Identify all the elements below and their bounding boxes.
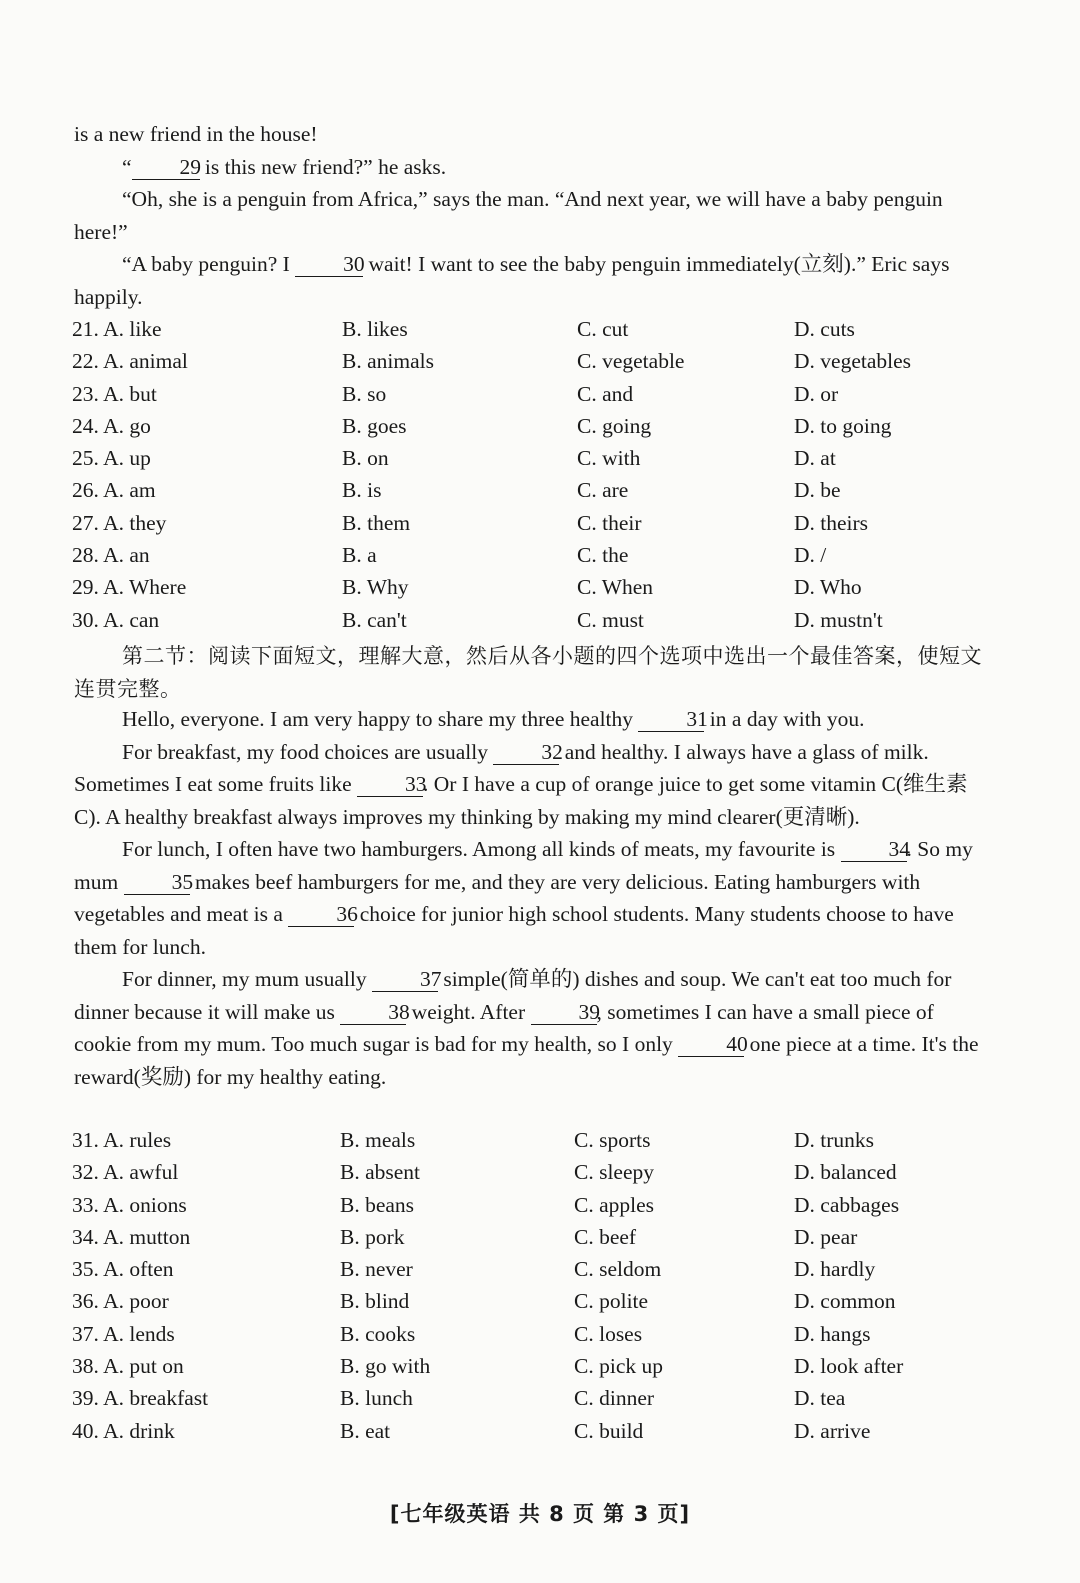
option-a: 28. A. an (72, 543, 150, 568)
option-d: D. vegetables (794, 349, 912, 374)
blank-39: 39 (531, 1000, 597, 1025)
option-b: B. pork (340, 1224, 405, 1249)
option-d: D. to going (794, 413, 892, 438)
option-row (72, 507, 1002, 539)
option-row (72, 539, 1002, 571)
option-a: 21. A. like (72, 317, 162, 341)
option-c: C. sleepy (574, 1160, 655, 1185)
passage-text: weight. After (406, 999, 531, 1024)
option-d: D. at (794, 446, 836, 471)
option-a: 27. A. they (72, 510, 167, 535)
option-d: D. tea (794, 1386, 846, 1411)
blank-38: 38 (340, 1000, 406, 1025)
option-row (72, 1189, 1002, 1221)
passage-paragraph (74, 703, 994, 736)
option-b: B. beans (340, 1192, 415, 1217)
passage-line (74, 248, 994, 313)
option-d: D. theirs (794, 510, 869, 535)
option-a: 24. A. go (72, 413, 151, 438)
option-a: 25. A. up (72, 446, 151, 471)
option-a: 26. A. am (72, 478, 156, 503)
option-b: B. is (342, 478, 382, 503)
option-b: B. them (342, 510, 411, 535)
passage-paragraph (74, 833, 994, 963)
option-c: C. their (577, 510, 642, 535)
passage-text: choice for junior high school students. Many students choose to have them for lunch. (74, 902, 954, 959)
option-b: B. can't (342, 607, 407, 632)
option-b: B. goes (342, 413, 407, 438)
option-a: 31. A. rules (72, 1128, 172, 1152)
option-row (72, 442, 1002, 474)
passage-text: . So my mum (74, 837, 973, 894)
option-a: 22. A. animal (72, 349, 188, 374)
passage-1 (74, 118, 994, 313)
passage-text: one piece at a time. It's the reward(奖励) for my healthy eating. (74, 1032, 979, 1089)
quote-mark: “ (122, 154, 132, 179)
option-row (72, 378, 1002, 410)
option-d: D. trunks (794, 1128, 875, 1152)
option-c: C. and (577, 381, 634, 406)
option-d: D. hangs (794, 1321, 871, 1346)
option-c: C. beef (574, 1224, 637, 1249)
option-b: B. absent (340, 1160, 421, 1185)
passage-text: For breakfast, my food choices are usually (122, 739, 494, 764)
passage-line: is a new friend in the house! (74, 122, 318, 146)
section-2-heading (74, 640, 994, 705)
option-row (72, 1382, 1002, 1414)
passage-text: simple(简单的) dishes and soup. We can't eat too much for dinner because it will make us (74, 967, 952, 1024)
passage-text: in a day with you. (704, 707, 865, 731)
options-31-40 (72, 1124, 1002, 1447)
option-c: C. seldom (574, 1257, 662, 1282)
option-c: C. the (577, 543, 629, 568)
option-b: B. eat (340, 1418, 391, 1443)
option-row (72, 345, 1002, 377)
blank-29: 29 (132, 155, 200, 180)
option-row (72, 313, 1002, 345)
passage-line (74, 151, 994, 184)
option-c: C. are (577, 478, 629, 503)
passage-text: and healthy. I always have a glass of milk. Sometimes I eat some fruits like (74, 739, 929, 796)
option-row (72, 604, 1002, 636)
option-d: D. common (794, 1289, 896, 1314)
blank-30: 30 (295, 252, 363, 277)
option-a: 37. A. lends (72, 1321, 175, 1346)
passage-text: is this new friend?” he asks. (199, 154, 447, 179)
option-a: 36. A. poor (72, 1289, 169, 1314)
blank-33: 33 (357, 772, 423, 797)
option-a: 23. A. but (72, 381, 157, 406)
passage-text: For lunch, I often have two hamburgers. Among all kinds of meats, my favourite is (122, 837, 841, 861)
option-c: C. with (577, 446, 641, 471)
blank-35: 35 (124, 870, 190, 895)
option-a: 32. A. awful (72, 1160, 179, 1185)
section-instructions: 第二节：阅读下面短文，理解大意，然后从各小题的四个选项中选出一个最佳答案，使短文连贯完整。 (74, 644, 982, 701)
option-d: D. or (794, 381, 839, 406)
option-a: 29. A. Where (72, 575, 187, 600)
option-d: D. arrive (794, 1418, 871, 1443)
passage-paragraph (74, 736, 994, 834)
passage-text: For dinner, my mum usually (122, 967, 372, 991)
blank-40: 40 (678, 1032, 744, 1057)
passage-text: makes beef hamburgers for me, and they are very delicious. Eating hamburgers with vegetables and meat is a (74, 869, 921, 926)
option-b: B. blind (340, 1289, 410, 1314)
option-c: C. vegetable (577, 349, 685, 374)
option-c: C. apples (574, 1192, 655, 1217)
option-row (72, 1124, 1002, 1156)
blank-31: 31 (638, 707, 704, 732)
option-d: D. cabbages (794, 1192, 900, 1217)
passage-text: wait! I want to see the baby penguin immediately(立刻).” Eric says happily. (74, 252, 950, 309)
options-21-30 (72, 313, 1002, 636)
option-row (72, 410, 1002, 442)
option-row (72, 1350, 1002, 1382)
passage-line: “Oh, she is a penguin from Africa,” says the man. “And next year, we will have a baby penguin here!” (74, 187, 943, 244)
option-row (72, 1285, 1002, 1317)
option-d: D. look after (794, 1354, 904, 1379)
option-d: D. hardly (794, 1257, 876, 1282)
option-a: 35. A. often (72, 1257, 174, 1282)
blank-37: 37 (372, 967, 438, 992)
page-footer: [七年级英语 共 8 页 第 3 页] (389, 1502, 691, 1526)
option-c: C. loses (574, 1321, 643, 1346)
option-b: B. a (342, 543, 377, 568)
option-row (72, 1156, 1002, 1188)
option-row (72, 571, 1002, 603)
option-b: B. cooks (340, 1321, 416, 1346)
option-d: D. be (794, 478, 841, 503)
passage-text: . Or I have a cup of orange juice to get some vitamin C(维生素 C). A healthy breakfast always improves my thinking by making my mind clearer(更清晰). (74, 772, 968, 829)
option-b: B. so (342, 381, 387, 406)
option-b: B. animals (342, 349, 434, 374)
option-a: 30. A. can (72, 607, 160, 632)
passage-text: , sometimes I can have a small piece of cookie from my mum. Too much sugar is bad for my health, so I only (74, 999, 934, 1056)
option-c: C. polite (574, 1289, 649, 1314)
option-c: C. build (574, 1418, 644, 1443)
option-row (72, 1318, 1002, 1350)
option-a: 34. A. mutton (72, 1224, 191, 1249)
option-d: D. / (794, 543, 827, 568)
blank-32: 32 (493, 740, 559, 765)
option-c: C. dinner (574, 1386, 655, 1411)
option-c: C. pick up (574, 1354, 663, 1379)
option-a: 40. A. drink (72, 1418, 175, 1443)
passage-text: “A baby penguin? I (122, 252, 296, 276)
option-c: C. When (577, 575, 654, 600)
option-row (72, 1253, 1002, 1285)
option-c: C. cut (577, 317, 629, 341)
option-d: D. balanced (794, 1160, 897, 1185)
option-a: 38. A. put on (72, 1354, 184, 1379)
blank-36: 36 (288, 902, 354, 927)
option-c: C. sports (574, 1128, 651, 1152)
option-b: B. go with (340, 1354, 431, 1379)
option-c: C. must (577, 607, 644, 632)
option-a: 33. A. onions (72, 1192, 187, 1217)
option-b: B. Why (342, 575, 409, 600)
option-d: D. cuts (794, 317, 855, 341)
option-d: D. pear (794, 1224, 858, 1249)
option-b: B. on (342, 446, 389, 471)
passage-text: Hello, everyone. I am very happy to share my three healthy (122, 707, 639, 731)
option-b: B. meals (340, 1128, 416, 1152)
passage-2 (74, 703, 994, 1093)
blank-34: 34 (841, 837, 907, 862)
option-row (72, 474, 1002, 506)
option-row (72, 1415, 1002, 1447)
option-b: B. likes (342, 317, 408, 341)
option-b: B. lunch (340, 1386, 413, 1411)
option-a: 39. A. breakfast (72, 1386, 209, 1411)
passage-paragraph (74, 963, 994, 1093)
option-row (72, 1221, 1002, 1253)
option-c: C. going (577, 413, 652, 438)
option-d: D. mustn't (794, 607, 883, 632)
option-b: B. never (340, 1257, 413, 1282)
option-d: D. Who (794, 575, 862, 600)
